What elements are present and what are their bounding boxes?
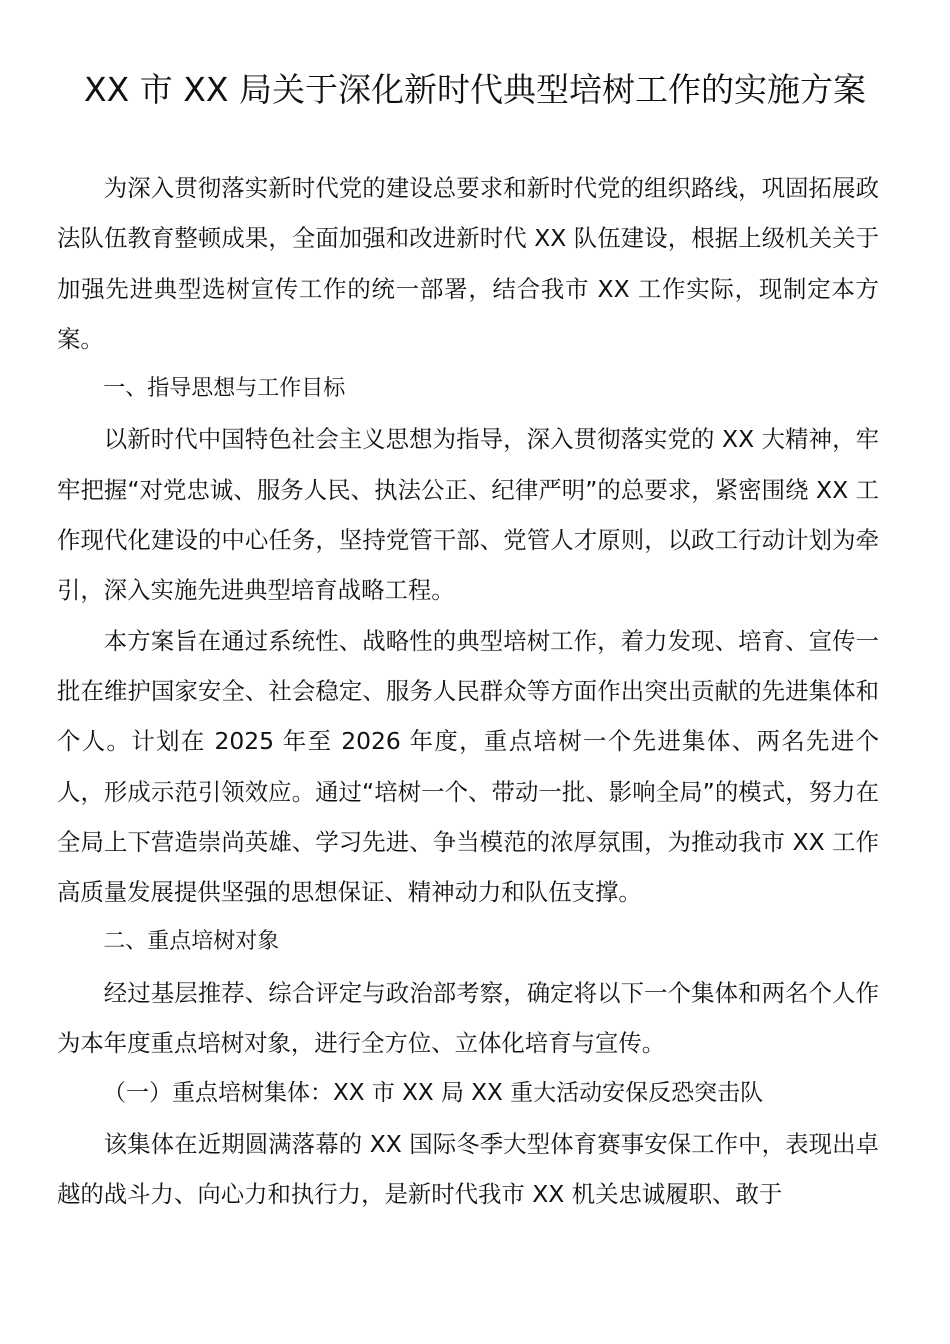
section-1-heading: 一、指导思想与工作目标	[103, 376, 346, 402]
section-1-paragraph-1: 以新时代中国特色社会主义思想为指导，深入贯彻落实党的 XX 大精神，牢牢把握“对党忠诚、服务人民、执法公正、纪律严明”的总要求，紧密围绕 XX 工作现代化建设的中心任务，坚持党管干部、党管人才原则，以政工行动计划为牵引，深入实施先进典型培育战略工程。	[57, 425, 879, 605]
document-body	[57, 163, 879, 1219]
section-2-paragraph-1: 经过基层推荐、综合评定与政治部考察，确定将以下一个集体和两名个人作为本年度重点培树对象，进行全方位、立体化培育与宣传。	[57, 978, 879, 1058]
section-1-paragraph-2: 本方案旨在通过系统性、战略性的典型培树工作，着力发现、培育、宣传一批在维护国家安全、社会稳定、服务人民群众等方面作出突出贡献的先进集体和个人。计划在 2025 年至 2026 年度，重点培树一个先进集体、两名先进个人，形成示范引领效应。通过“培树一个、带动一批、影响全局”的模式，努力在全局上下营造崇尚英雄、学习先进、争当模范的浓厚氛围，为推动我市 XX 工作高质量发展提供坚强的思想保证、精神动力和队伍支撑。	[57, 626, 879, 907]
intro-paragraph: 为深入贯彻落实新时代党的建设总要求和新时代党的组织路线，巩固拓展政法队伍教育整顿成果，全面加强和改进新时代 XX 队伍建设，根据上级机关关于加强先进典型选树宣传工作的统一部署，结合我市 XX 工作实际，现制定本方案。	[57, 174, 879, 353]
section-2-sub-1-paragraph: 该集体在近期圆满落幕的 XX 国际冬季大型体育赛事安保工作中，表现出卓越的战斗力、向心力和执行力，是新时代我市 XX 机关忠诚履职、敢于	[57, 1129, 879, 1208]
section-2-heading: 二、重点培树对象	[103, 929, 280, 955]
document-title: XX 市 XX 局关于深化新时代典型培树工作的实施方案	[84, 70, 866, 109]
section-2-subheading-1: （一）重点培树集体：XX 市 XX 局 XX 重大活动安保反恐突击队	[103, 1080, 764, 1107]
